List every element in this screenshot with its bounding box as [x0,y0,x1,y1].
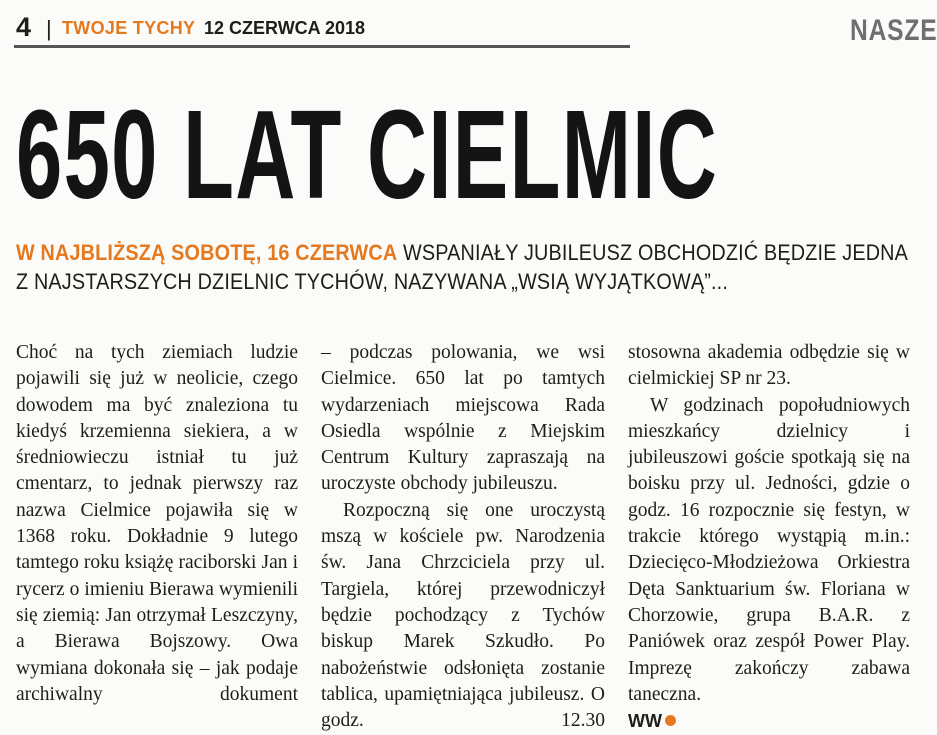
issue-date: 12 CZERWCA 2018 [204,18,366,38]
paragraph: W godzinach popołudniowych mieszkańcy dzielnicy i jubileuszowi goście spotkają się na boisku przy ul. Jedności, gdzie o godz. 16 rozpocznie się festyn, w trakcie którego wystąpią m.in.: Dziecięco-Młodzieżowa Orkiestra Dęta Sanktuarium św. Floriana w Chorzowie, grupa B.A.R. z Paniówek oraz zespół Power Play. Imprezę zakończy zabawa taneczna. [628,394,910,705]
paragraph: – podczas polowania, we wsi Cielmice. 650 lat po tamtych wydarzeniach miejscowa Rada Osiedla wspólnie z Miejskim Centrum Kultury zapraszają na uroczyste obchody jubileuszu. [321,342,605,495]
article-column-2 [321,340,605,734]
author-signature: WW [628,711,662,732]
section-title: TWOJE TYCHY [62,18,196,38]
paragraph: stosowna akademia odbędzie się w cielmickiej SP nr 23. [628,342,910,390]
paragraph: Choć na tych ziemiach ludzie pojawili się już w neolicie, czego dowodem ma być znaleziona tu kiedyś krzemienna siekiera, a w średniowieczu istniał tu już cmentarz, to jednak pierwszy raz nazwa Cielmice pojawiła się w 1368 roku. Dokładnie 9 lutego tamtego roku książę raciborski Jan i rycerz o imieniu Bierawa wymienili się ziemią: Jan otrzymał Leszczyny, a Bierawa Bojszowy. Owa wymiana dokonała się – jak podaje archiwalny dokument [16,342,298,705]
next-page-label: NASZE [850,14,937,47]
article-lead [16,238,909,296]
page-number: 4 [16,12,32,42]
end-mark-icon [665,715,676,726]
paragraph: Rozpoczną się one uroczystą mszą w kościele pw. Narodzenia św. Jana Chrzciciela przy ul. Targiela, której przewodniczył będzie pochodzący z Tychów biskup Marek Szkudło. Po nabożeństwie odsłonięta zostanie tablica, upamiętniająca jubileusz. O godz. 12.30 [321,499,605,732]
lead-line-2: Z NAJSTARSZYCH DZIELNIC TYCHÓW, NAZYWANA „WSIĄ WYJĄTKOWĄ”... [16,269,729,294]
article-column-3 [628,340,910,735]
lead-highlight: W NAJBLIŻSZĄ SOBOTĘ, 16 CZERWCA [16,240,398,265]
author-signature-line [628,708,910,735]
header-rule [14,45,630,48]
lead-text: WSPANIAŁY JUBILEUSZ OBCHODZIĆ BĘDZIE JEDNA [397,240,909,265]
lead-line-1 [16,238,909,267]
article-column-1 [16,340,298,708]
article-headline: 650 LAT CIELMIC [16,84,719,225]
page-header [0,0,937,58]
header-separator: | [46,16,52,41]
